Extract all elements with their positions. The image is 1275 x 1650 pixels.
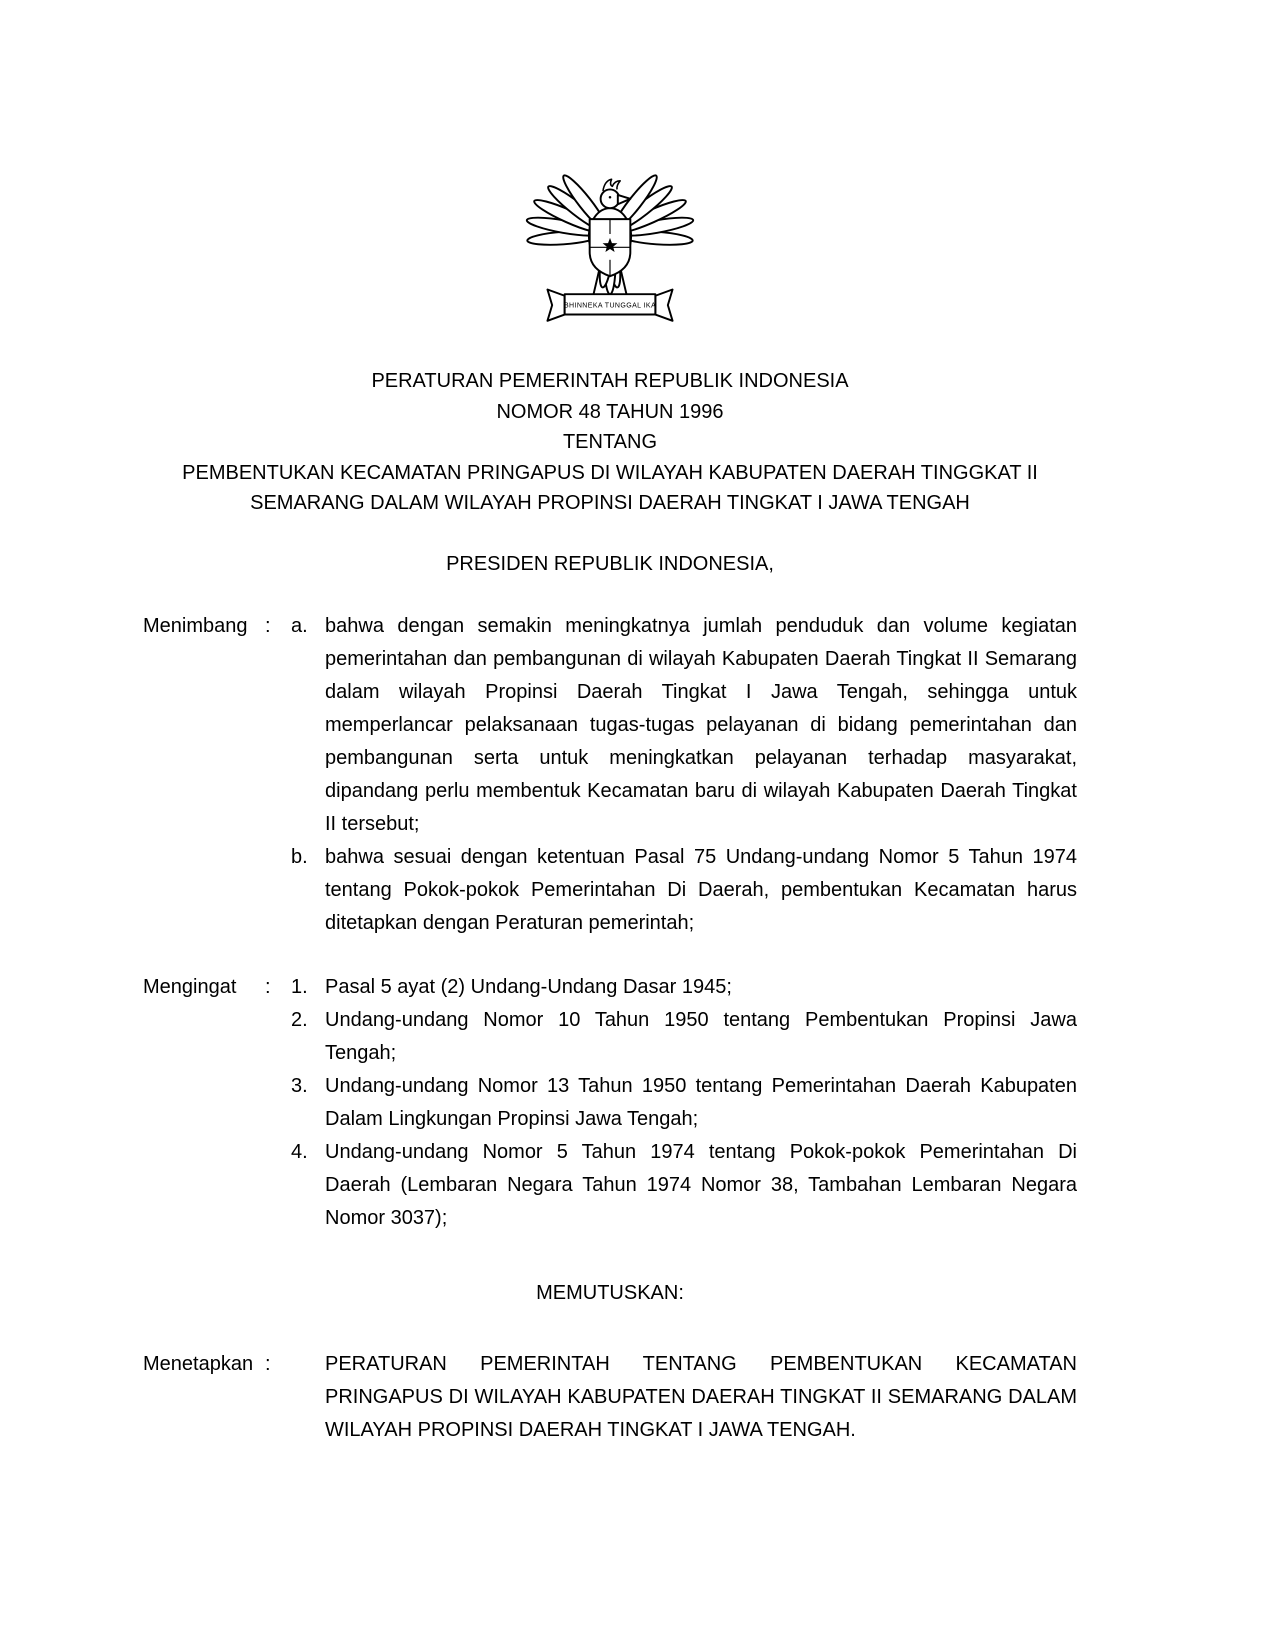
doc-subject-line: PEMBENTUKAN KECAMATAN PRINGAPUS DI WILAYAH KABUPATEN DAERAH TINGGKAT II SEMARANG DALAM WILAYAH PROPINSI DAERAH TINGKAT I JAWA TENGAH [182, 461, 1038, 514]
item-marker: b. [291, 845, 308, 868]
memutuskan-heading: MEMUTUSKAN: [536, 1281, 684, 1304]
motto-text: BHINNEKA TUNGGAL IKA [563, 302, 657, 310]
item-marker: 2. [291, 1008, 308, 1031]
menimbang-item-b [291, 841, 1077, 940]
mengingat-item-1 [291, 971, 1077, 1004]
item-text: Undang-undang Nomor 5 Tahun 1974 tentang Pokok-pokok Pemerintahan Di Daerah (Lembaran Negara Tahun 1974 Nomor 38, Tambahan Lembaran Negara Nomor 3037); [325, 1140, 1077, 1229]
mengingat-body [291, 971, 1077, 1235]
item-text: bahwa dengan semakin meningkatnya jumlah penduduk dan volume kegiatan pemerintahan dan pembangunan di wilayah Kabupaten Daerah Tingkat II Semarang dalam wilayah Propinsi Daerah Tingkat I Jawa Tengah, sehingga untuk memperlancar pelaksanaan tugas-tugas pelayanan di bidang pemerintahan dan pembangunan serta untuk meningkatkan pelayanan terhadap masyarakat, dipandang perlu membentuk Kecamatan baru di wilayah Kabupaten Daerah Tingkat II tersebut; [325, 614, 1077, 835]
menetapkan-body [291, 1348, 1077, 1447]
item-text: Undang-undang Nomor 10 Tahun 1950 tentang Pembentukan Propinsi Jawa Tengah; [325, 1008, 1077, 1064]
mengingat-item-4 [291, 1136, 1077, 1235]
section-mengingat [143, 971, 1077, 1235]
section-menimbang [143, 610, 1077, 940]
menimbang-body [291, 610, 1077, 940]
menetapkan-text: PERATURAN PEMERINTAH TENTANG PEMBENTUKAN KECAMATAN PRINGAPUS DI WILAYAH KABUPATEN DAERAH TINGKAT II SEMARANG DALAM WILAYAH PROPINSI DAERAH TINGKAT I JAWA TENGAH. [325, 1352, 1077, 1441]
menetapkan-colon: : [265, 1352, 271, 1375]
item-marker: a. [291, 614, 308, 637]
menimbang-colon: : [265, 614, 271, 637]
item-marker: 4. [291, 1140, 308, 1163]
issuer-line: PRESIDEN REPUBLIK INDONESIA, [446, 552, 774, 575]
item-text: Pasal 5 ayat (2) Undang-Undang Dasar 1945; [325, 975, 732, 998]
section-menetapkan [143, 1348, 1077, 1447]
tentang-line: TENTANG [562, 431, 658, 453]
mengingat-label: Mengingat [143, 975, 237, 998]
doc-type-line: PERATURAN PEMERINTAH REPUBLIK INDONESIA [371, 370, 849, 392]
garuda-pancasila-emblem [143, 136, 1077, 332]
item-marker: 3. [291, 1074, 308, 1097]
mengingat-item-3 [291, 1070, 1077, 1136]
doc-number-line: NOMOR 48 TAHUN 1996 [496, 400, 724, 423]
menimbang-item-a [291, 610, 1077, 841]
mengingat-colon: : [265, 975, 271, 998]
menimbang-label: Menimbang [143, 614, 248, 637]
garuda-emblem-svg [524, 136, 696, 332]
item-marker: 1. [291, 975, 308, 998]
item-text: bahwa sesuai dengan ketentuan Pasal 75 Undang-undang Nomor 5 Tahun 1974 tentang Pokok-pokok Pemerintahan Di Daerah, pembentukan Kecamatan harus ditetapkan dengan Peraturan pemerintah; [325, 845, 1077, 934]
item-text: Undang-undang Nomor 13 Tahun 1950 tentang Pemerintahan Daerah Kabupaten Dalam Lingkungan Propinsi Jawa Tengah; [325, 1074, 1077, 1130]
motto-banner [547, 290, 672, 321]
pancasila-shield [590, 219, 631, 276]
menetapkan-label: Menetapkan [143, 1352, 254, 1375]
mengingat-item-2 [291, 1004, 1077, 1070]
document-title-block [143, 366, 1077, 519]
